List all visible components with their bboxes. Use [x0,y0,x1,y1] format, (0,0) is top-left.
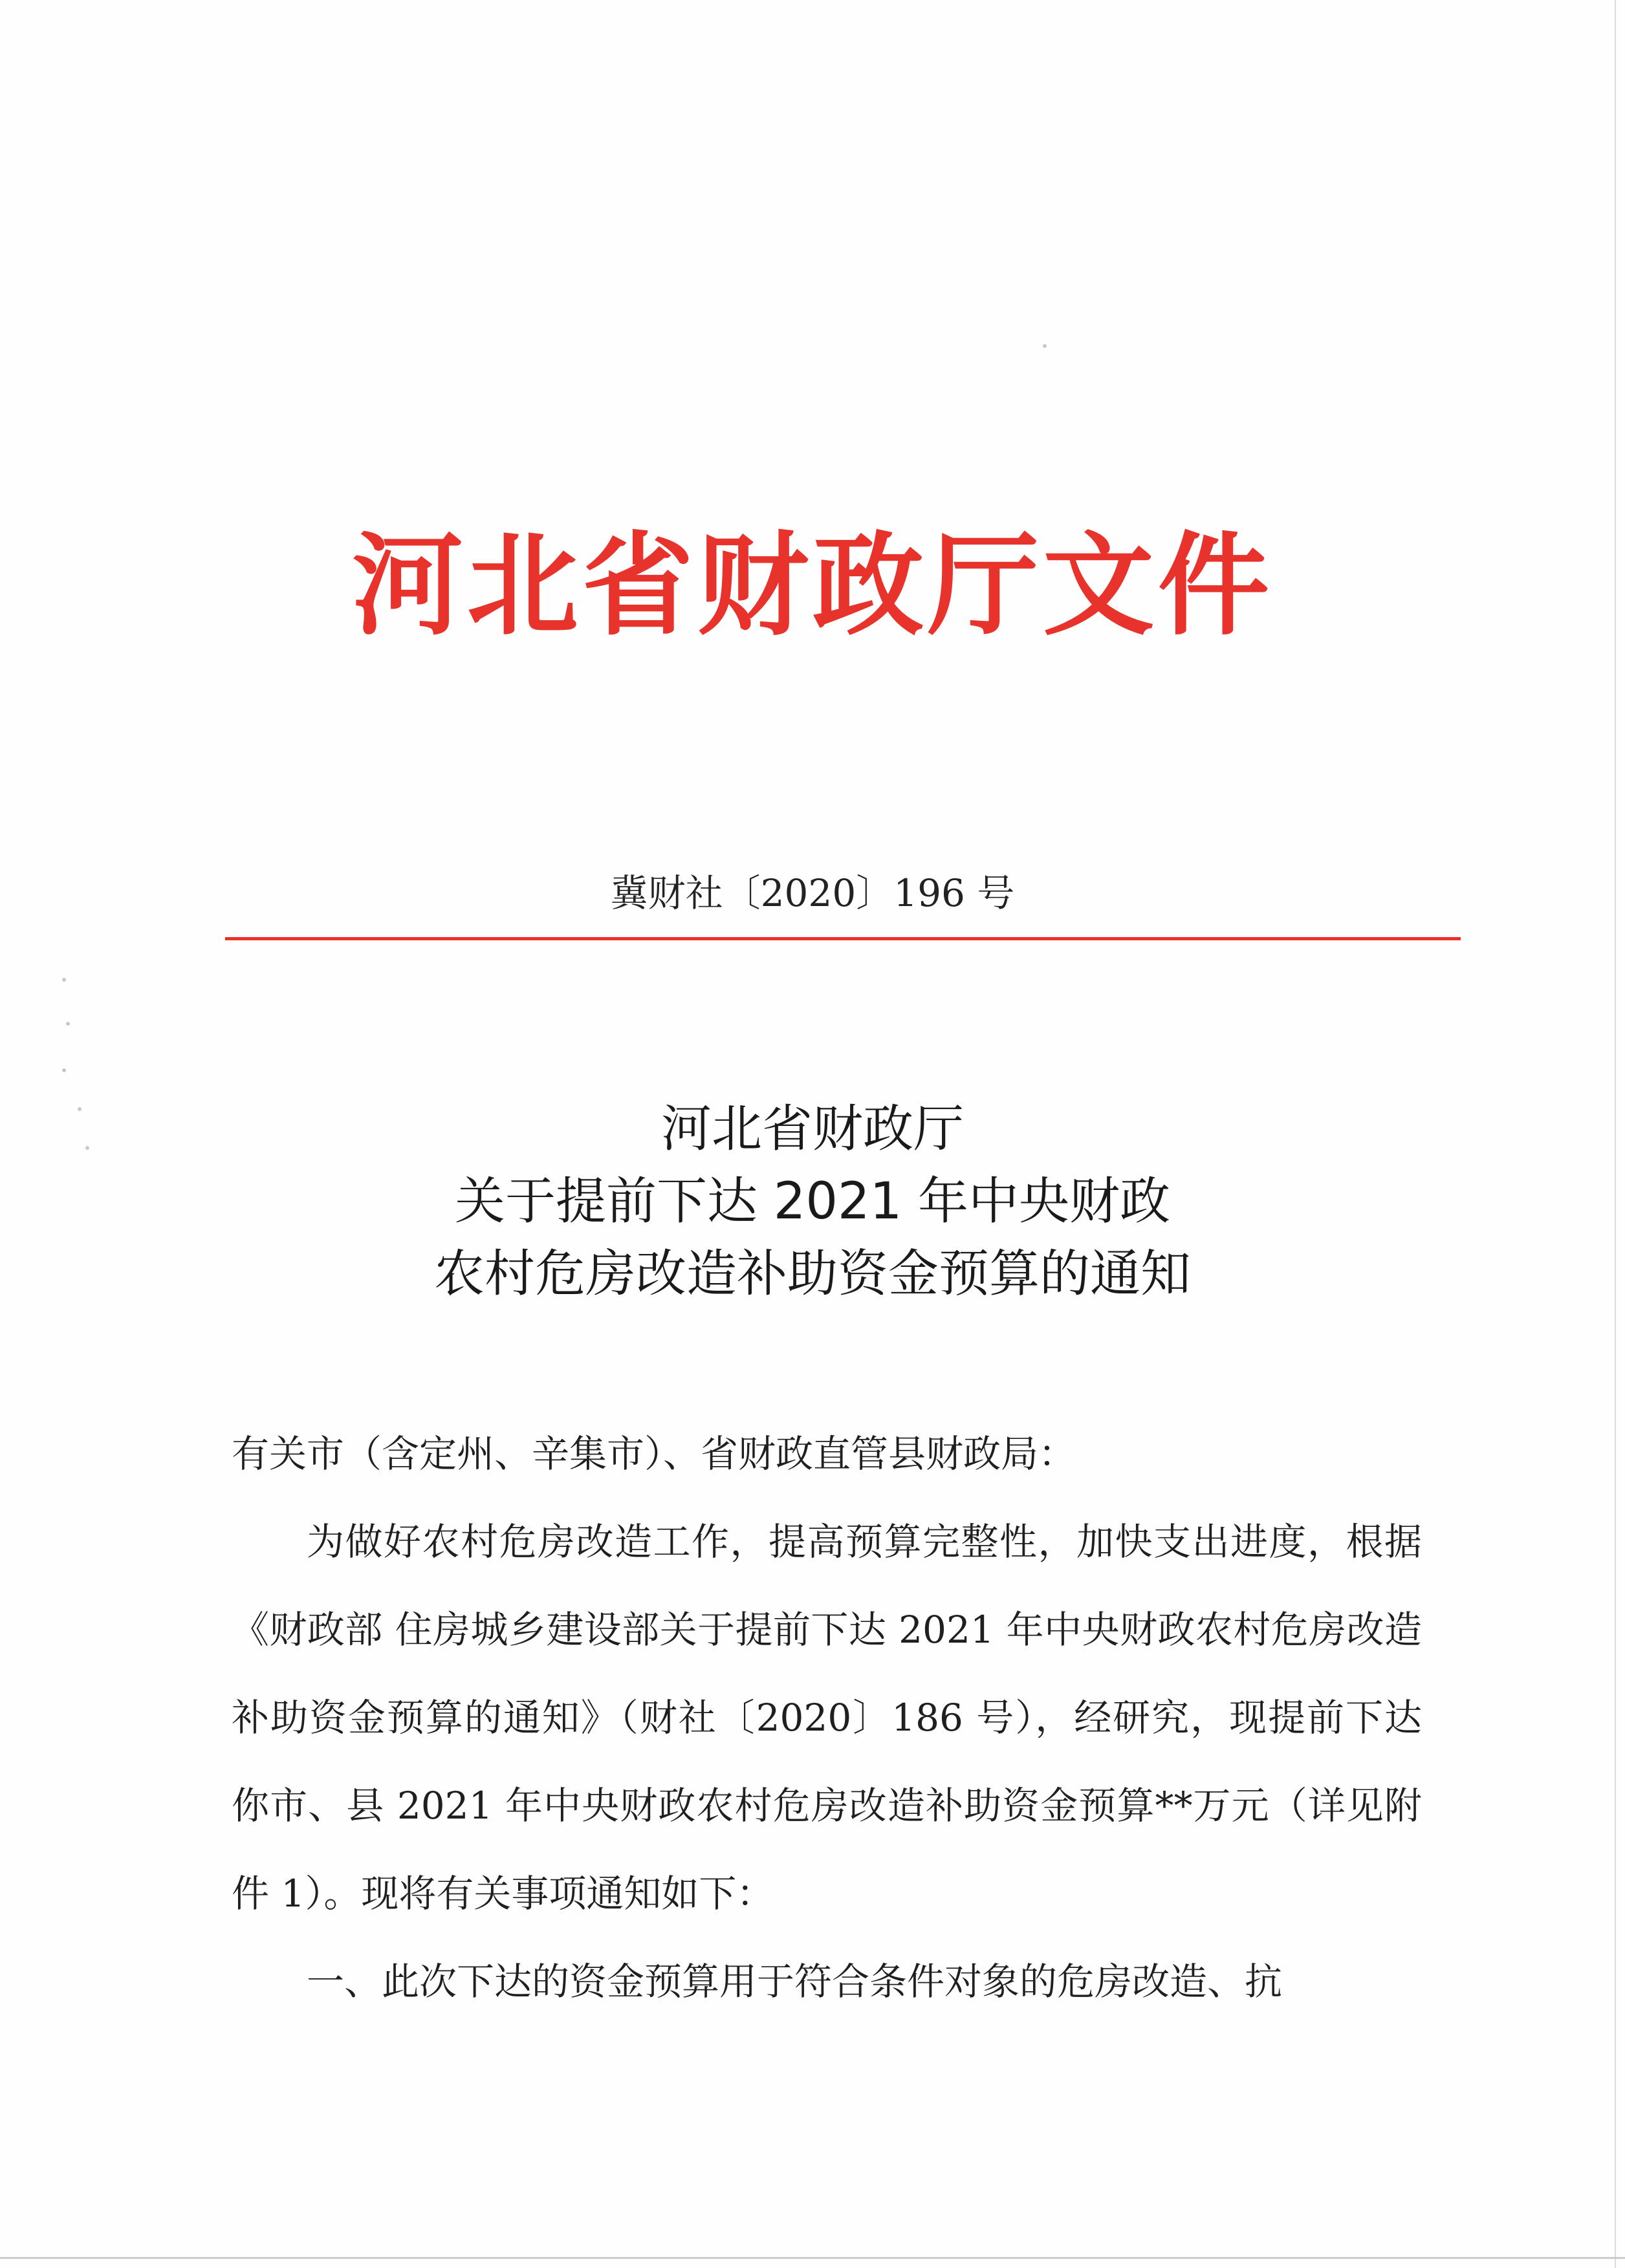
body-paragraph: 为做好农村危房改造工作，提高预算完整性，加快支出进度，根据《财政部 住房城乡建设部关于提前下达 2021 年中央财政农村危房改造补助资金预算的通知》（财社〔2020〕186 号），经研究，现提前下达你市、县 2021 年中央财政农村危房改造补助资金预算**万元（详见附件 1）。现将有关事项通知如下： [232,1520,1422,1916]
scan-speck [1043,344,1047,348]
document-number: 冀财社〔2020〕196 号 [610,871,1015,915]
scan-edge [0,2257,1625,2259]
title-line: 关于提前下达 2021 年中央财政 [454,1172,1171,1231]
salutation: 有关市（含定州、辛集市）、省财政直管县财政局： [232,1432,1076,1476]
scan-speck [62,978,66,982]
title-line: 农村危房改造补助资金预算的通知 [433,1245,1191,1303]
document-masthead: 河北省财政厅文件 [352,521,1273,651]
scan-speck [62,1068,66,1072]
title-line: 河北省财政厅 [660,1100,964,1158]
masthead-divider [225,937,1461,940]
body-paragraph: 一、此次下达的资金预算用于符合条件对象的危房改造、抗 [307,1960,1283,2003]
notice-title [0,1093,1625,1310]
scan-speck [66,1022,70,1026]
